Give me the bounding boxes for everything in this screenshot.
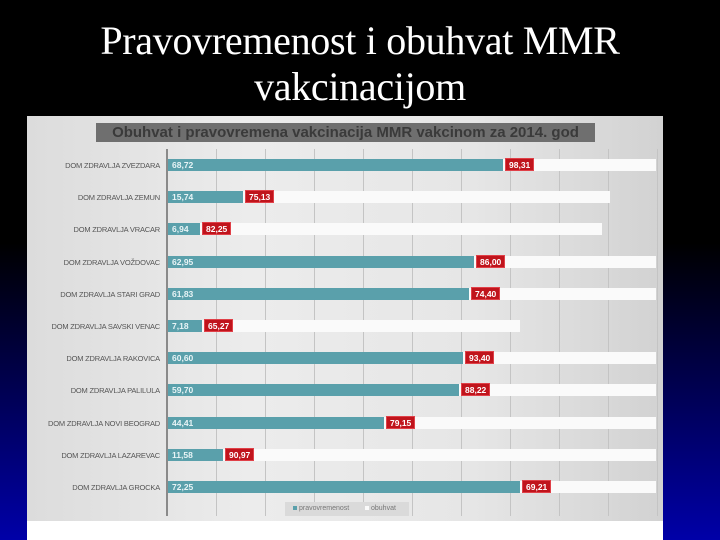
bar-row	[27, 256, 663, 270]
pravovremenost-value: 7,18	[172, 321, 189, 331]
obuhvat-value: 65,27	[204, 319, 233, 332]
category-label: DOM ZDRAVLJA ZEMUN	[77, 193, 160, 203]
slide-title-line1: Pravovremenost i obuhvat MMR	[100, 18, 620, 63]
obuhvat-value: 90,97	[225, 448, 254, 461]
bar-row	[27, 352, 663, 366]
pravovremenost-value: 62,95	[172, 256, 194, 267]
bar-pravovremenost	[168, 352, 463, 364]
bar-row	[27, 384, 663, 398]
category-label: DOM ZDRAVLJA GROCKA	[72, 483, 160, 492]
category-label: DOM ZDRAVLJA LAZAREVAC	[61, 450, 160, 460]
bar-pravovremenost	[168, 449, 223, 461]
bar-row	[27, 449, 663, 463]
bar-pravovremenost	[168, 256, 474, 268]
bar-row	[27, 481, 663, 495]
obuhvat-value: 88,22	[461, 383, 490, 396]
legend	[285, 502, 409, 516]
obuhvat-value: 69,21	[522, 480, 551, 493]
chart-title: Obuhvat i pravovremena vakcinacija MMR vakcinom za 2014. god	[96, 123, 595, 142]
category-label: DOM ZDRAVLJA PALILULA	[70, 386, 160, 396]
obuhvat-value: 82,25	[202, 222, 231, 235]
bar-row	[27, 320, 663, 334]
legend-label: obuhvat	[371, 505, 396, 512]
pravovremenost-value: 15,74	[172, 192, 194, 203]
bar-pravovremenost	[168, 288, 469, 300]
pravovremenost-value: 44,41	[172, 417, 194, 428]
legend-item-obuhvat	[365, 502, 396, 516]
category-label: DOM ZDRAVLJA NOVI BEOGRAD	[48, 418, 160, 428]
pravovremenost-value: 6,94	[172, 224, 189, 235]
bar-pravovremenost	[168, 384, 459, 396]
category-label: DOM ZDRAVLJA SAVSKI VENAC	[51, 322, 160, 331]
bar-obuhvat	[223, 449, 656, 461]
category-label: DOM ZDRAVLJA VRACAR	[73, 225, 160, 235]
bar-pravovremenost	[168, 191, 243, 203]
legend-label: pravovremenost	[299, 505, 350, 512]
obuhvat-value: 74,40	[471, 287, 500, 300]
pravovremenost-value: 11,58	[172, 449, 193, 460]
obuhvat-value: 75,13	[245, 190, 274, 203]
bar-obuhvat	[200, 223, 602, 235]
bar-row	[27, 191, 663, 205]
bar-obuhvat	[384, 417, 656, 429]
chart-image	[27, 116, 663, 540]
bar-row	[27, 159, 663, 173]
obuhvat-value: 79,15	[386, 416, 415, 429]
pravovremenost-value: 68,72	[172, 160, 194, 170]
pravovremenost-value: 59,70	[172, 385, 194, 396]
category-label: DOM ZDRAVLJA RAKOVICA	[66, 354, 160, 364]
category-label: DOM ZDRAVLJA STARI GRAD	[60, 289, 160, 299]
bar-pravovremenost	[168, 417, 384, 429]
category-label: DOM ZDRAVLJA VOŽDOVAC	[63, 257, 160, 267]
bar-row	[27, 223, 663, 237]
bar-pravovremenost	[168, 223, 200, 235]
bar-row	[27, 417, 663, 431]
bar-obuhvat	[243, 191, 610, 203]
slide-title	[0, 18, 720, 110]
pravovremenost-value: 72,25	[172, 482, 194, 492]
slide-title-line2: vakcinacijom	[254, 64, 466, 109]
legend-item-pravovremenost	[293, 502, 349, 516]
obuhvat-value: 98,31	[505, 158, 534, 171]
bar-pravovremenost	[168, 481, 520, 493]
obuhvat-value: 86,00	[476, 255, 505, 268]
bar-obuhvat	[202, 320, 520, 332]
chart-plot-area	[27, 116, 663, 521]
bar-pravovremenost	[168, 159, 503, 171]
bar-pravovremenost	[168, 320, 202, 332]
legend-swatch-teal-icon	[293, 506, 297, 510]
legend-swatch-white-icon	[365, 506, 369, 510]
pravovremenost-value: 60,60	[172, 353, 194, 364]
bar-row	[27, 288, 663, 302]
obuhvat-value: 93,40	[465, 351, 494, 364]
pravovremenost-value: 61,83	[172, 288, 194, 299]
category-label: DOM ZDRAVLJA ZVEZDARA	[65, 161, 160, 170]
